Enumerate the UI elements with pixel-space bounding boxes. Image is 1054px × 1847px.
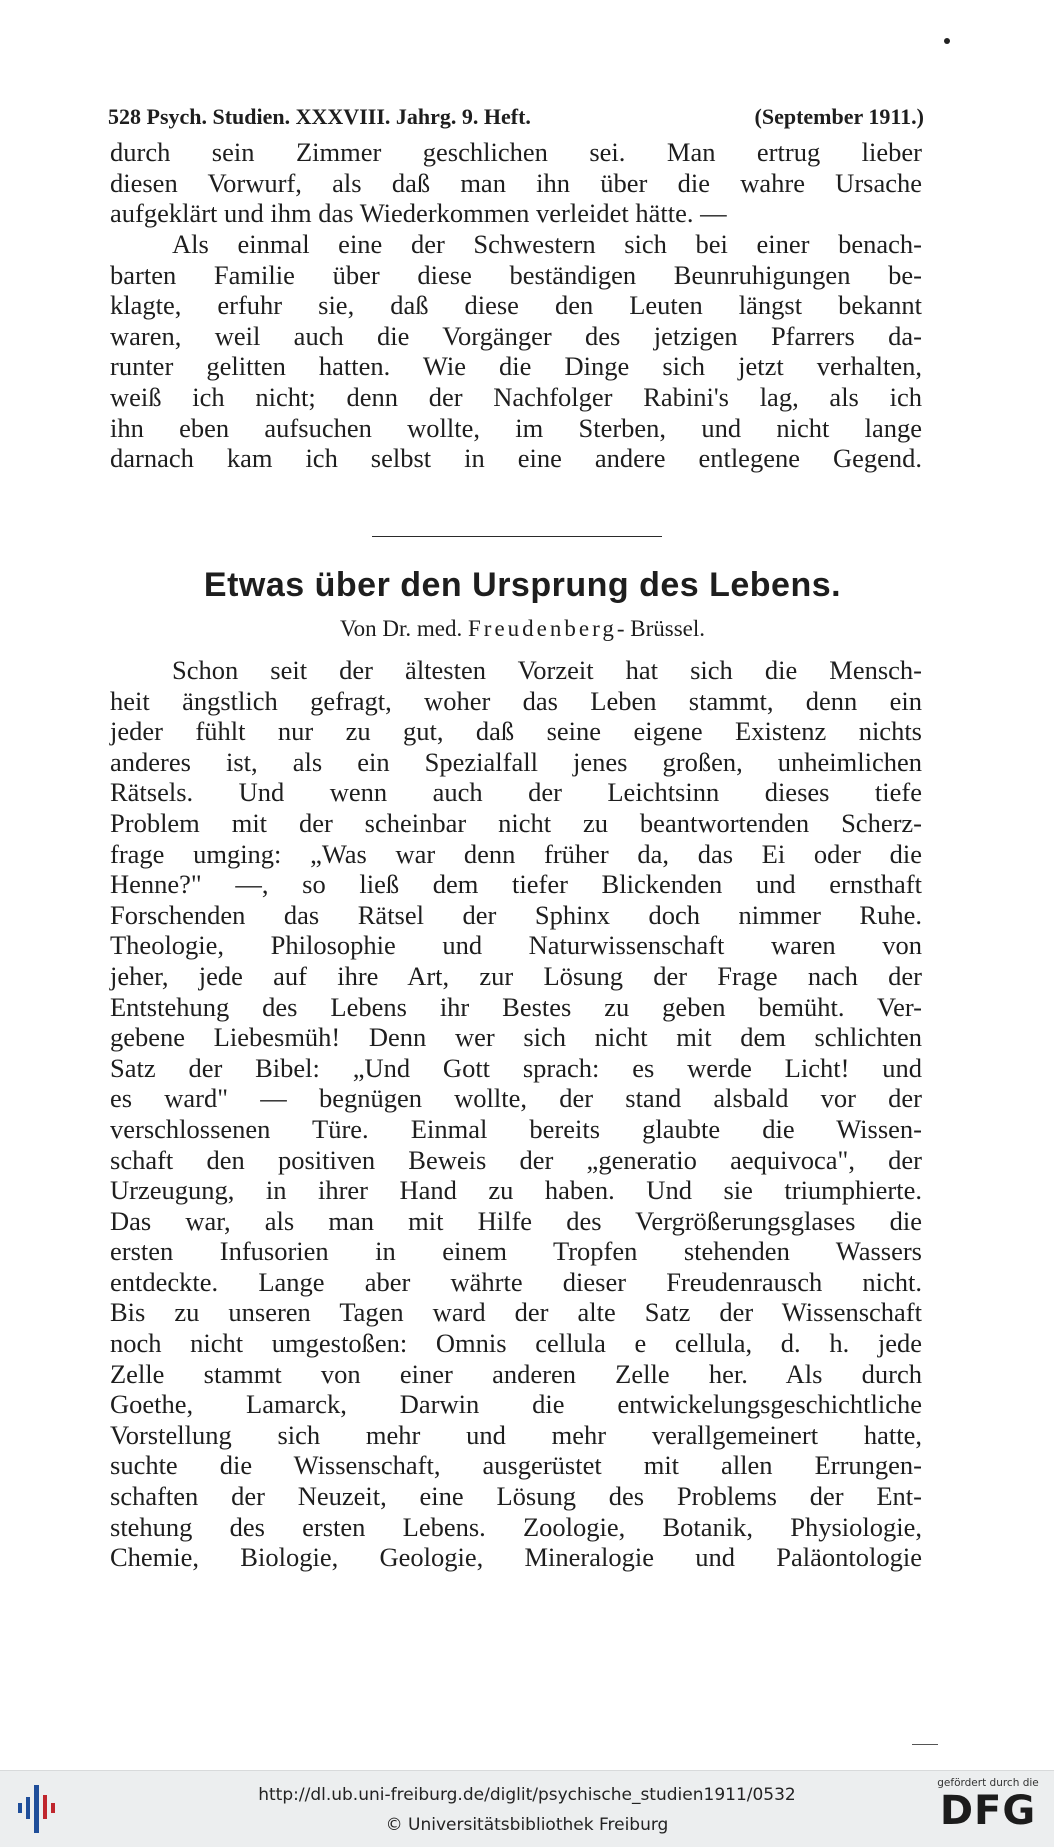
- text-line: darnach kam ich selbst in eine andere entlegene Gegend.: [110, 443, 922, 474]
- text-line: heit ängstlich gefragt, woher das Leben stammt, denn ein: [110, 685, 922, 716]
- text-line: suchte die Wissenschaft, ausgerüstet mit allen Errungen-: [110, 1450, 922, 1481]
- text-line: entdeckte. Lange aber währte dieser Freudenrausch nicht.: [110, 1266, 922, 1297]
- text-line: Entstehung des Lebens ihr Bestes zu geben bemüht. Ver-: [110, 991, 922, 1022]
- text-line: diesen Vorwurf, als daß man ihn über die wahre Ursache: [110, 167, 922, 198]
- text-line: weiß ich nicht; denn der Nachfolger Rabini's lag, als ich: [110, 381, 922, 412]
- text-line: Henne?" —, so ließ dem tiefer Blickenden und ernsthaft: [110, 869, 922, 900]
- paragraph-sisters: [110, 229, 922, 474]
- text-line: Als einmal eine der Schwestern sich bei einer benach-: [172, 229, 922, 259]
- text-line: noch nicht umgestoßen: Omnis cellula e cellula, d. h. jede: [110, 1328, 922, 1359]
- text-line: Satz der Bibel: „Und Gott sprach: es werde Licht! und: [110, 1052, 922, 1083]
- text-line: aufgeklärt und ihm das Wiederkommen verleidet hätte. —: [110, 198, 727, 229]
- text-line: Schon seit der ältesten Vorzeit hat sich die Mensch-: [172, 655, 922, 685]
- text-line: stehung des ersten Lebens. Zoologie, Botanik, Physiologie,: [110, 1511, 922, 1542]
- text-line: verschlossenen Türe. Einmal bereits glaubte die Wissen-: [110, 1113, 922, 1144]
- byline-author: Freudenberg: [468, 616, 617, 641]
- text-line: klagte, erfuhr sie, daß diese den Leuten längst bekannt: [110, 290, 922, 321]
- text-line: schaften der Neuzeit, eine Lösung des Problems der Ent-: [110, 1481, 922, 1512]
- text-line: jeder fühlt nur zu gut, daß seine eigene Existenz nichts: [110, 716, 922, 747]
- speck-mark: [944, 38, 950, 44]
- viewer-footer: [0, 1770, 1054, 1847]
- text-line: frage umging: „Was war denn früher da, das Ei oder die: [110, 838, 922, 869]
- paragraph-continuation: [110, 137, 922, 229]
- text-line: es ward" — begnügen wollte, der stand alsbald vor der: [110, 1083, 922, 1114]
- running-header: [108, 104, 924, 138]
- text-line: waren, weil auch die Vorgänger des jetzigen Pfarrers da-: [110, 320, 922, 351]
- text-line: Chemie, Biologie, Geologie, Mineralogie und Paläontologie: [110, 1542, 922, 1573]
- header-left: 528 Psych. Studien. XXXVIII. Jahrg. 9. Heft.: [108, 104, 531, 129]
- text-line: barten Familie über diese beständigen Beunruhigungen be-: [110, 259, 922, 290]
- text-line: Bis zu unseren Tagen ward der alte Satz der Wissenschaft: [110, 1297, 922, 1328]
- byline-prefix: Von Dr. med.: [340, 616, 463, 641]
- text-line: ersten Infusorien in einem Tropfen stehenden Wassers: [110, 1236, 922, 1267]
- text-line: anderes ist, als ein Spezialfall jenes großen, unheimlichen: [110, 746, 922, 777]
- text-line: Urzeugung, in ihrer Hand zu haben. Und sie triumphierte.: [110, 1175, 922, 1206]
- dfg-logo: [928, 1777, 1048, 1843]
- text-line: durch sein Zimmer geschlichen sei. Man ertrug lieber: [110, 137, 922, 167]
- header-right: (September 1911.): [754, 104, 924, 129]
- text-line: schaft den positiven Beweis der „generatio aequivoca", der: [110, 1144, 922, 1175]
- article-title: Etwas über den Ursprung des Lebens.: [203, 566, 842, 604]
- article-body: [110, 655, 922, 1573]
- permalink-url[interactable]: http://dl.ub.uni-freiburg.de/diglit/psychische_studien1911/0532: [258, 1785, 796, 1805]
- article-byline: [110, 616, 935, 642]
- text-line: Theologie, Philosophie und Naturwissenschaft waren von: [110, 930, 922, 961]
- text-line: Problem mit der scheinbar nicht zu beantwortenden Scherz-: [110, 807, 922, 838]
- dfg-wordmark: DFG: [939, 1788, 1037, 1834]
- text-line: Das war, als man mit Hilfe des Vergrößerungsglases die: [110, 1205, 922, 1236]
- byline-suffix: - Brüssel.: [616, 616, 705, 641]
- catchword-rule: [912, 1744, 938, 1745]
- text-line: Vorstellung sich mehr und mehr verallgemeinert hatte,: [110, 1419, 922, 1450]
- text-line: Forschenden das Rätsel der Sphinx doch nimmer Ruhe.: [110, 899, 922, 930]
- text-line: runter gelitten hatten. Wie die Dinge sich jetzt verhalten,: [110, 351, 922, 382]
- text-line: ihn eben aufsuchen wollte, im Sterben, und nicht lange: [110, 412, 922, 443]
- text-line: Zelle stammt von einer anderen Zelle her. Als durch: [110, 1358, 922, 1389]
- text-line: Rätsels. Und wenn auch der Leichtsinn dieses tiefe: [110, 777, 922, 808]
- text-line: gebene Liebesmüh! Denn wer sich nicht mit dem schlichten: [110, 1022, 922, 1053]
- copyright-notice: © Universitätsbibliothek Freiburg: [385, 1815, 669, 1835]
- text-line: jeher, jede auf ihre Art, zur Lösung der Frage nach der: [110, 960, 922, 991]
- dfg-caption: gefördert durch die: [937, 1777, 1039, 1789]
- section-divider: [372, 536, 662, 537]
- text-line: Goethe, Lamarck, Darwin die entwickelungsgeschichtliche: [110, 1389, 922, 1420]
